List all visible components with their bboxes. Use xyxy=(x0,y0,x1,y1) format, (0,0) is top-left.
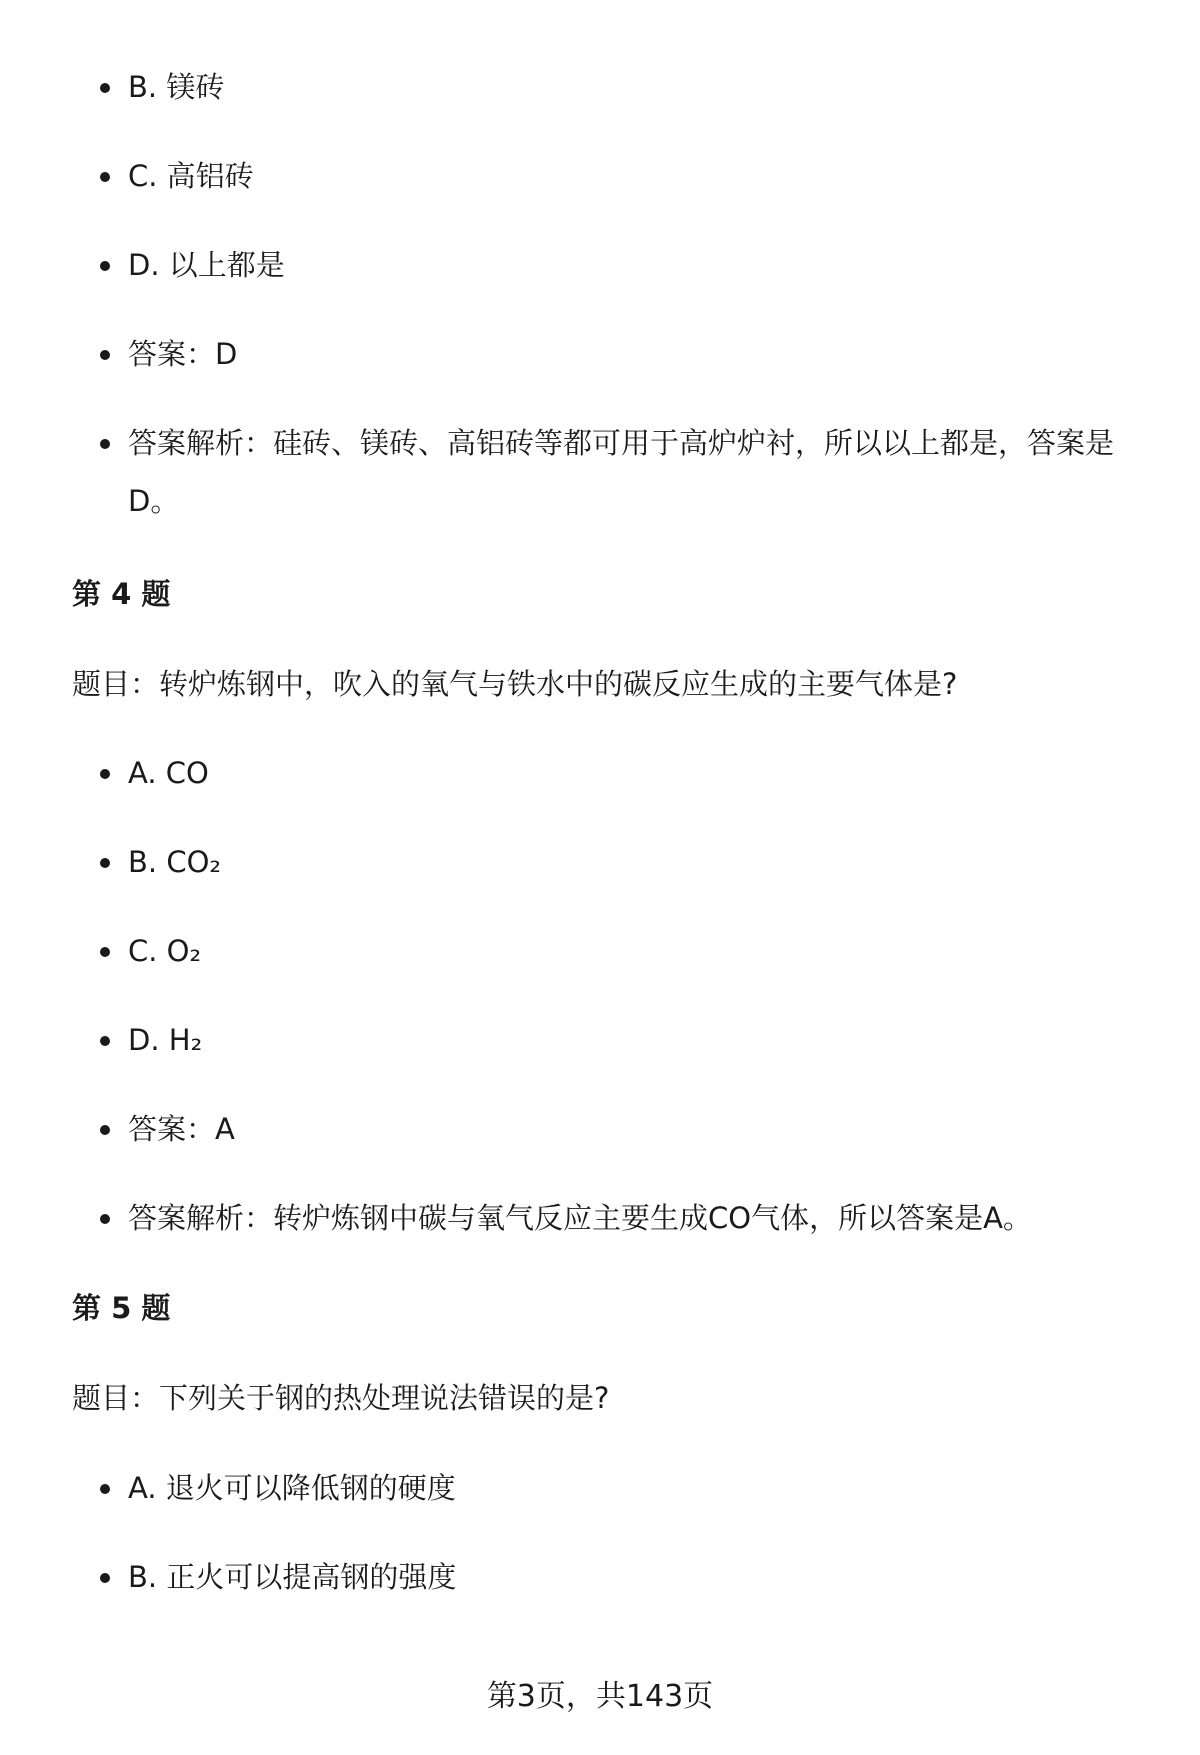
option-b: B. 正火可以提高钢的强度 xyxy=(72,1548,1152,1606)
question-5-stem-block xyxy=(72,1369,1152,1427)
answer-explanation: 答案解析：硅砖、镁砖、高铝砖等都可用于高炉炉衬，所以以上都是，答案是D。 xyxy=(72,414,1152,530)
option-b: B. 镁砖 xyxy=(72,58,1152,116)
question-5-options xyxy=(72,1459,1152,1606)
answer: 答案：A xyxy=(72,1100,1152,1158)
question-3-options xyxy=(72,58,1152,530)
option-b: B. CO₂ xyxy=(72,833,1152,891)
option-c: C. O₂ xyxy=(72,922,1152,980)
question-4-body xyxy=(72,744,1152,1278)
question-3-tail xyxy=(72,58,1152,530)
option-a: A. CO xyxy=(72,744,1152,802)
answer-explanation: 答案解析：转炉炼钢中碳与氧气反应主要生成CO气体，所以答案是A。 xyxy=(72,1189,1152,1247)
question-5 xyxy=(72,1279,1152,1337)
question-4 xyxy=(72,565,1152,623)
page-footer: 第3页，共143页 xyxy=(486,1679,714,1714)
question-heading: 第 4 题 xyxy=(72,577,171,611)
answer: 答案：D xyxy=(72,325,1152,383)
question-4-stem-block xyxy=(72,655,1152,713)
question-stem: 题目：下列关于钢的热处理说法错误的是? xyxy=(72,1381,610,1415)
option-d: D. H₂ xyxy=(72,1011,1152,1069)
question-stem: 题目：转炉炼钢中，吹入的氧气与铁水中的碳反应生成的主要气体是? xyxy=(72,667,958,701)
option-a: A. 退火可以降低钢的硬度 xyxy=(72,1459,1152,1517)
question-5-body xyxy=(72,1459,1152,1637)
question-heading: 第 5 题 xyxy=(72,1291,171,1325)
option-d: D. 以上都是 xyxy=(72,236,1152,294)
question-4-options xyxy=(72,744,1152,1247)
option-c: C. 高铝砖 xyxy=(72,147,1152,205)
